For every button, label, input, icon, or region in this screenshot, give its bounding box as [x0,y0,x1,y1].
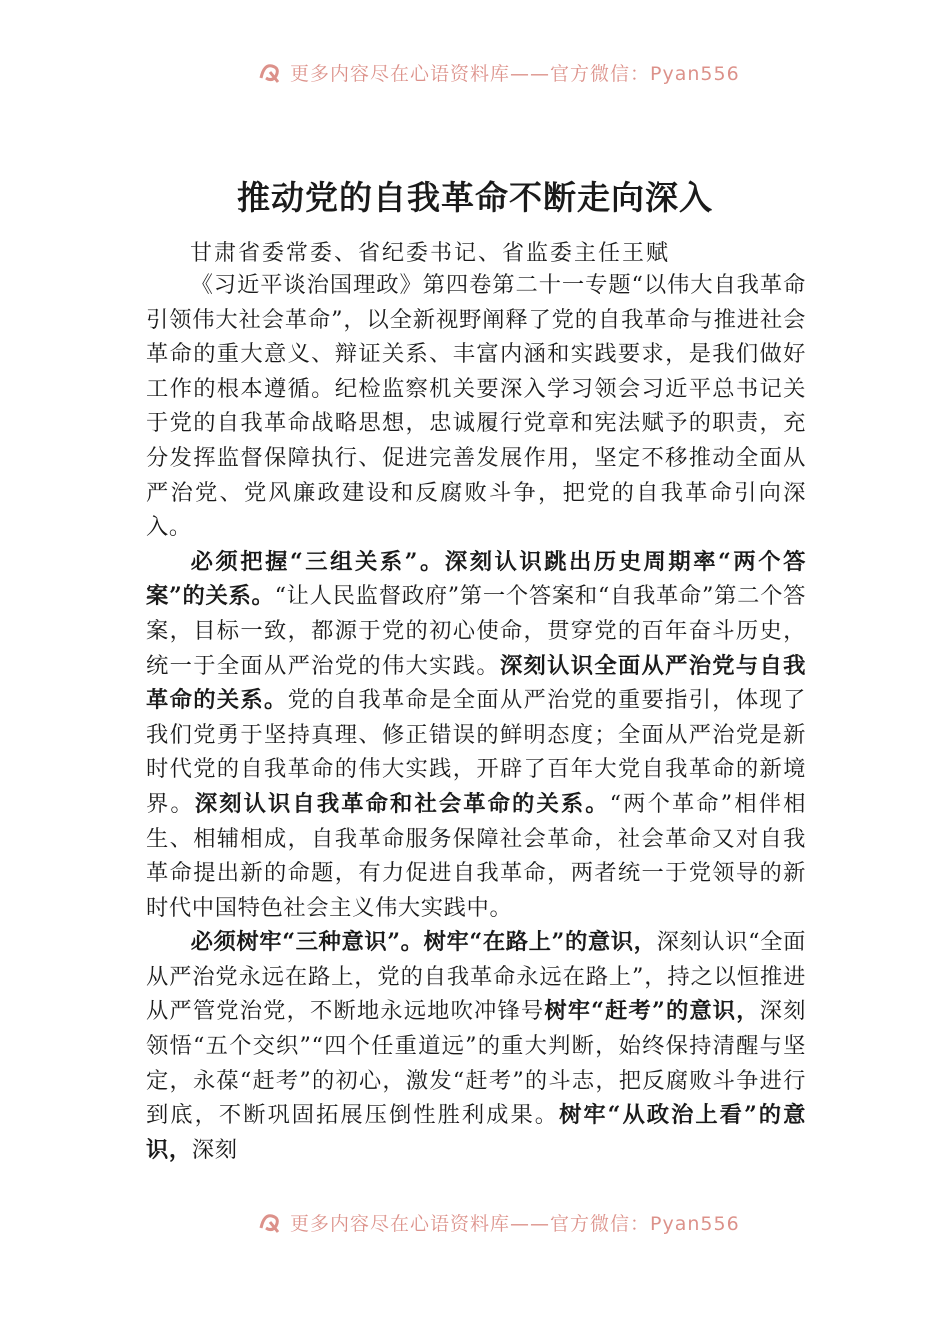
paragraph-text: “让人民监督政府”第一个答案和“自我革命”第二个答案，目标一致，都源于党的初心使命，贯穿党的百年奋斗历史，统一于全面从严治党的伟大实践。 [146,583,806,679]
paragraph-relations [146,545,806,926]
logo-icon [258,1210,284,1234]
watermark-text: 更多内容尽在心语资料库——官方微信：Pyan556 [290,62,740,85]
bold-heading: 树牢“赶考”的意识， [544,998,760,1025]
logo-icon [258,60,284,84]
bold-heading: 必须把握“三组关系”。深刻认识跳出历史周期率“两个答案”的关系。 [146,548,806,610]
paragraph-text: “两个革命”相伴相生、相辅相成，自我革命服务保障社会革命，社会革命又对自我革命提出新的命题，有力促进自我革命，两者统一于党领导的新时代中国特色社会主义伟大实践中。 [146,790,806,921]
paragraph-text: 深刻认识“全面从严治党永远在路上，党的自我革命永远在路上”，持之以恒推进从严管党治党，不断地永远地吹冲锋号 [146,929,806,1025]
watermark-text: 更多内容尽在心语资料库——官方微信：Pyan556 [290,1212,740,1235]
bold-heading: 树牢“从政治上看”的意识， [146,1102,806,1163]
paragraph-text: 深刻 [191,1136,238,1163]
watermark-footer [258,1206,740,1238]
author-line: 甘肃省委常委、省纪委书记、省监委主任王赋 [190,241,671,266]
paragraph-intro: 《习近平谈治国理政》第四卷第二十一专题“以伟大自我革命引领伟大社会革命”，以全新视野阐释了党的自我革命与推进社会革命的重大意义、辩证关系、丰富内涵和实践要求，是我们做好工作的根本遵循。纪检监察机关要深入学习领会习近平总书记关于党的自我革命战略思想，忠诚履行党章和宪法赋予的职责，充分发挥监督保障执行、促进完善发展作用，坚定不移推动全面从严治党、党风廉政建设和反腐败斗争，把党的自我革命引向深入。 [146,272,806,541]
bold-heading: 深刻认识自我革命和社会革命的关系。 [194,790,610,817]
bold-heading: 深刻认识全面从严治党与自我革命的关系。 [146,652,806,714]
bold-heading: 必须树牢“三种意识”。树牢“在路上”的意识， [190,929,657,956]
paragraph-text: 党的自我革命是全面从严治党的重要指引，体现了我们党勇于坚持真理、修正错误的鲜明态度；全面从严治党是新时代党的自我革命的伟大实践，开辟了百年大党自我革命的新境界。 [146,687,806,817]
watermark-header [258,56,740,88]
page-title: 推动党的自我革命不断走向深入 [237,178,713,217]
article-body [146,268,806,1167]
paragraph-text: 深刻领悟“五个交织”“四个任重道远”的重大判断，始终保持清醒与坚定，永葆“赶考”的初心，激发“赶考”的斗志，把反腐败斗争进行到底，不断巩固拓展压倒性胜利成果。 [146,998,806,1129]
paragraph-awareness [146,925,806,1167]
